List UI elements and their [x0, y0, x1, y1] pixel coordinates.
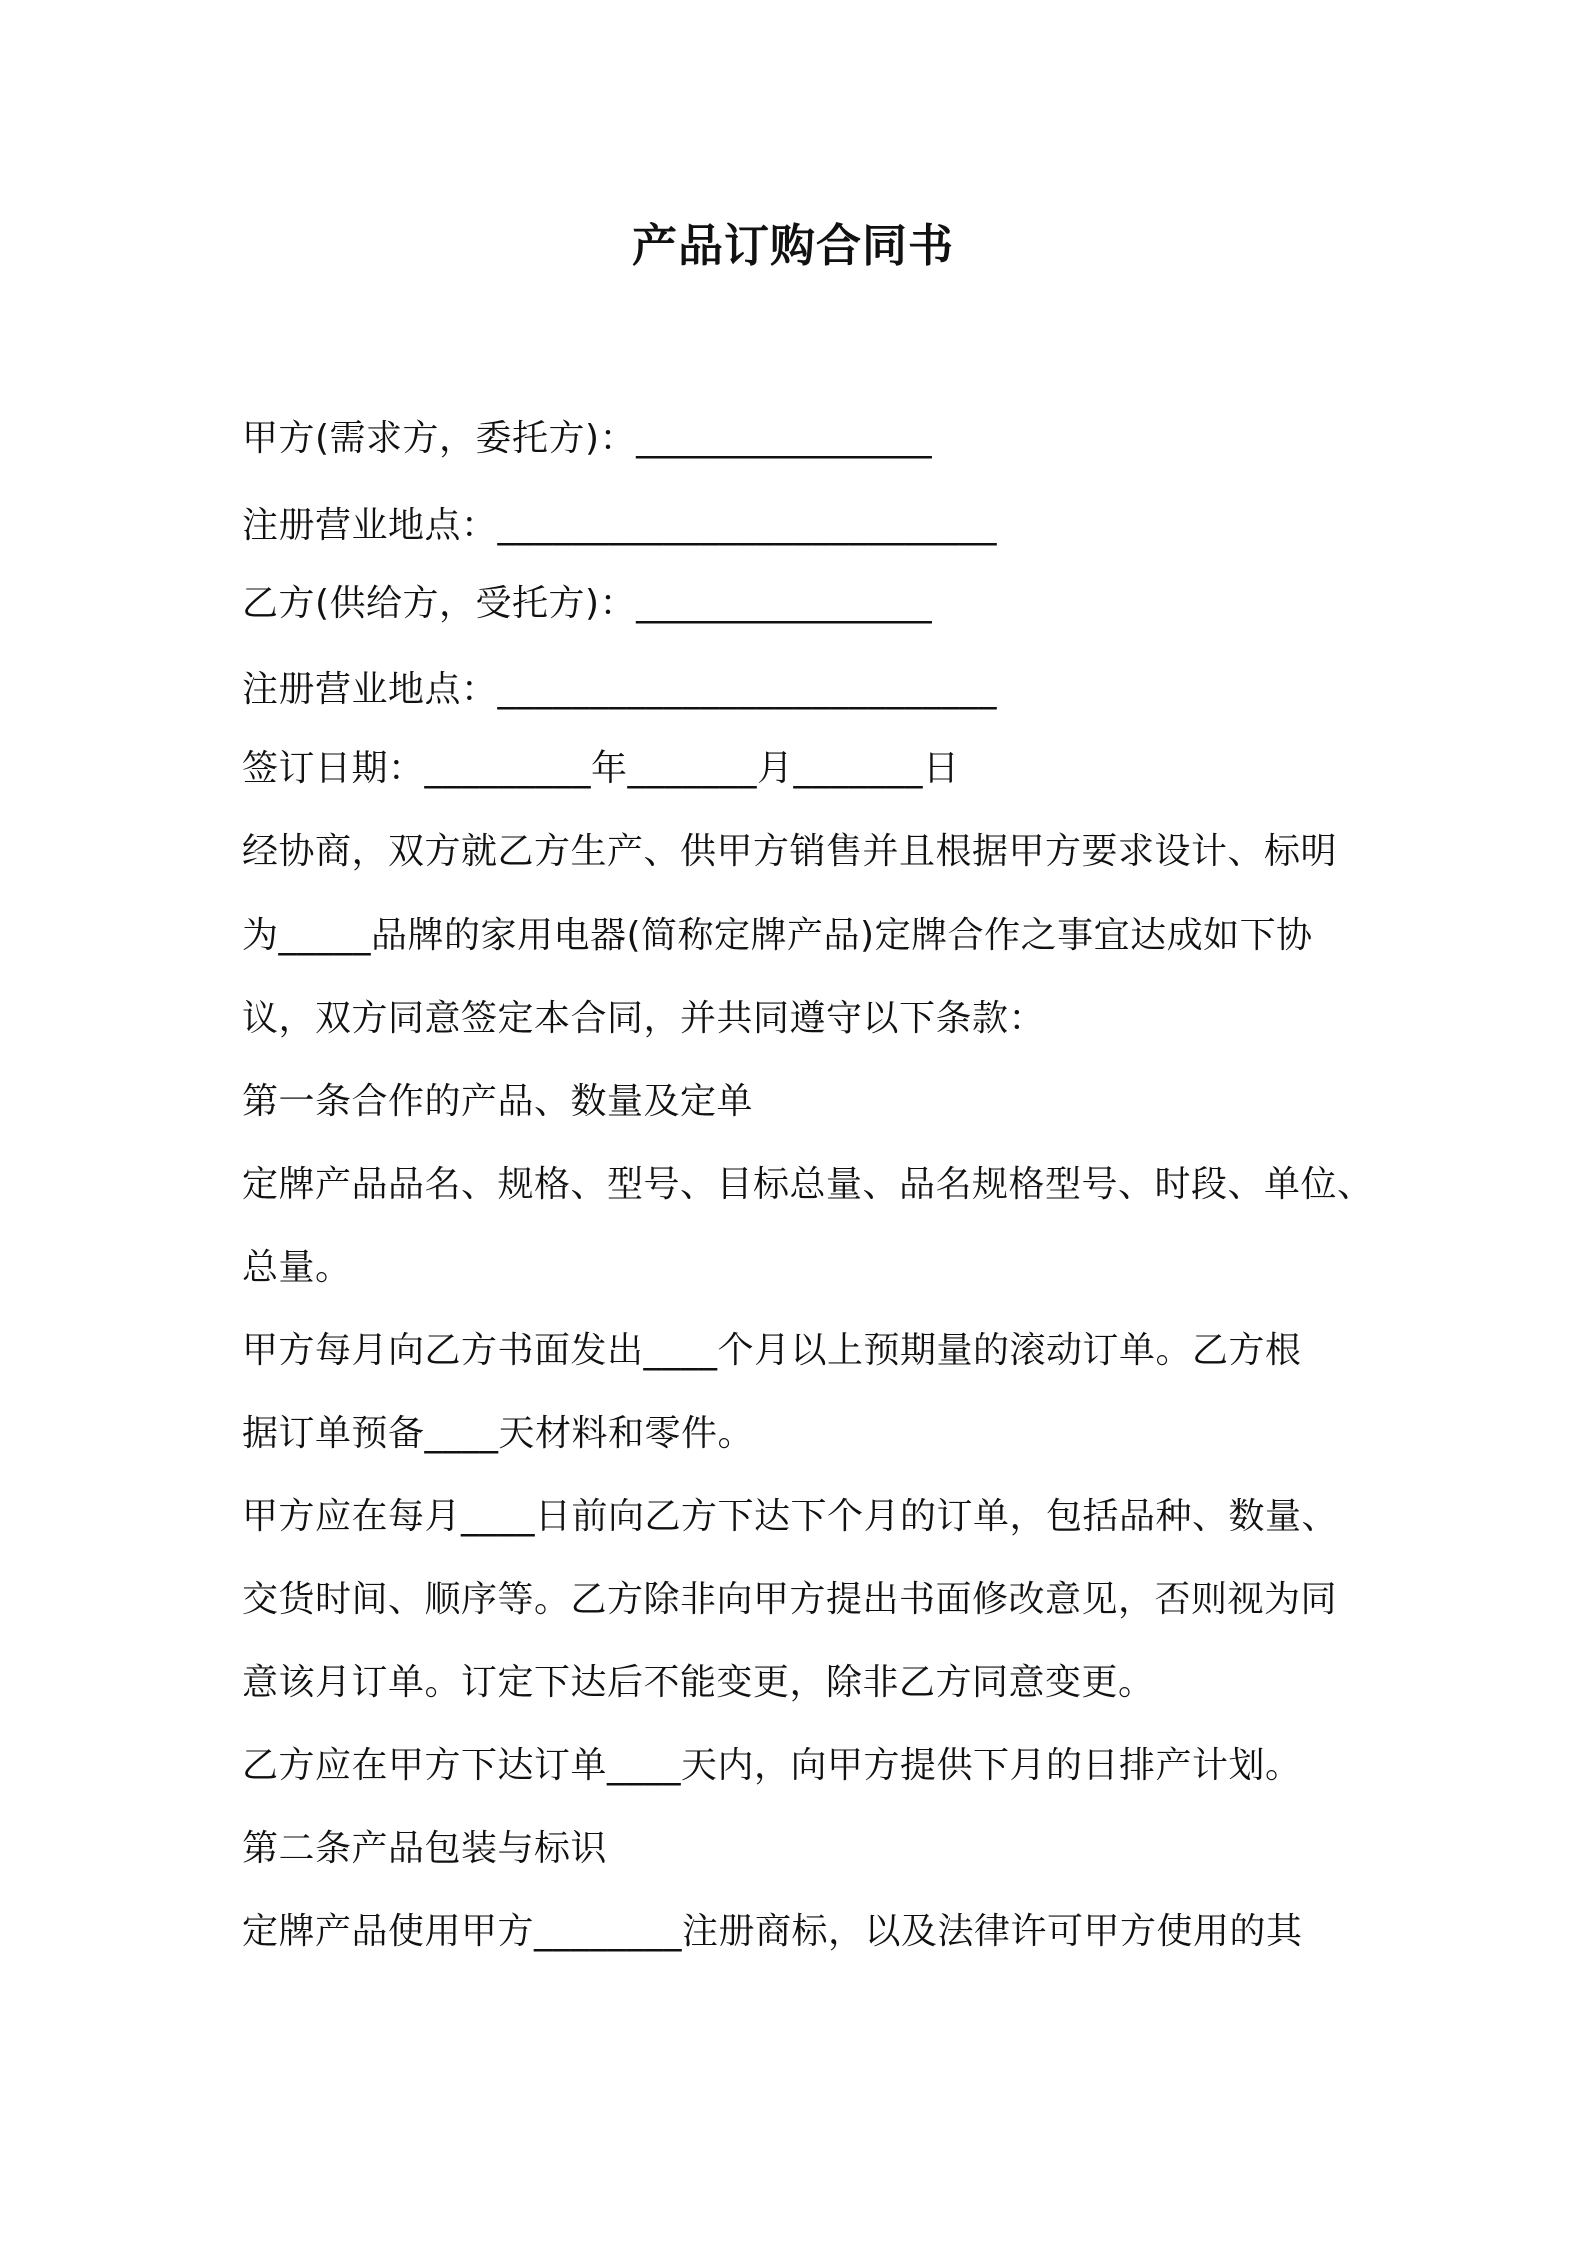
article-1-line-7: 意该月订单。订定下达后不能变更，除非乙方同意变更。	[242, 1662, 1155, 1703]
party-a-line: 甲方(需求方，委托方)：________________	[242, 418, 933, 459]
article-1-line-4: 据订单预备____天材料和零件。	[242, 1413, 755, 1454]
article-1-line-6: 交货时间、顺序等。乙方除非向甲方提出书面修改意见，否则视为同	[242, 1579, 1338, 1620]
article-1-line-3: 甲方每月向乙方书面发出____个月以上预期量的滚动订单。乙方根	[242, 1330, 1302, 1371]
party-a-address-line: 注册营业地点：___________________________	[242, 505, 998, 546]
article-1-line-2: 总量。	[242, 1247, 352, 1288]
party-b-address-line: 注册营业地点：___________________________	[242, 669, 998, 710]
party-b-line: 乙方(供给方，受托方)：________________	[242, 583, 933, 624]
preamble-line-3: 议，双方同意签定本合同，并共同遵守以下条款：	[242, 998, 1046, 1039]
article-1-line-8: 乙方应在甲方下达订单____天内，向甲方提供下月的日排产计划。	[242, 1745, 1302, 1786]
article-1-line-5: 甲方应在每月____日前向乙方下达下个月的订单，包括品种、数量、	[242, 1496, 1339, 1537]
article-2-heading: 第二条产品包装与标识	[242, 1828, 608, 1869]
signing-date-line: 签订日期：_________年_______月_______日	[242, 748, 960, 789]
document-title: 产品订购合同书	[631, 219, 954, 272]
article-1-heading: 第一条合作的产品、数量及定单	[242, 1081, 754, 1122]
article-2-line-1: 定牌产品使用甲方________注册商标，以及法律许可甲方使用的其	[242, 1911, 1303, 1952]
preamble-line-2: 为_____品牌的家用电器(简称定牌产品)定牌合作之事宜达成如下协	[242, 915, 1313, 956]
preamble-line-1: 经协商，双方就乙方生产、供甲方销售并且根据甲方要求设计、标明	[242, 831, 1338, 872]
article-1-line-1: 定牌产品品名、规格、型号、目标总量、品名规格型号、时段、单位、	[242, 1164, 1374, 1205]
